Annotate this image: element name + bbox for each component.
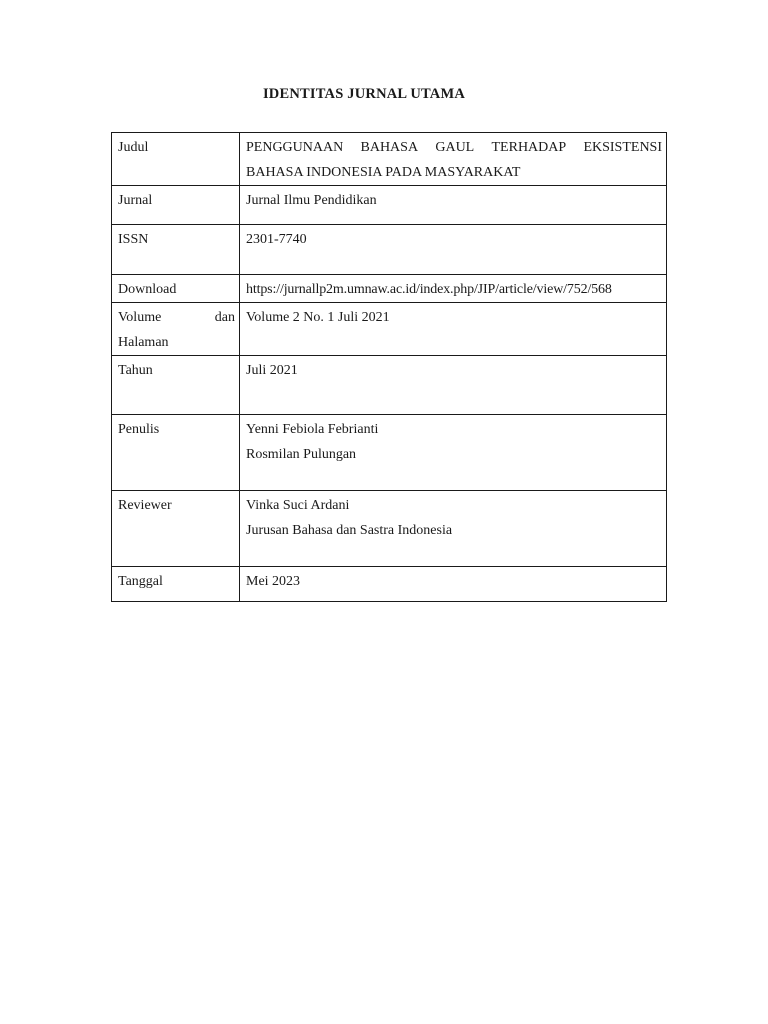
- label-volume-line1: [118, 305, 235, 330]
- value-jurnal: Jurnal Ilmu Pendidikan: [240, 186, 667, 225]
- label-penulis: Penulis: [112, 415, 240, 491]
- label-tanggal: Tanggal: [112, 567, 240, 602]
- row-penulis: [112, 415, 667, 491]
- value-tahun: Juli 2021: [240, 356, 667, 415]
- value-judul-word: EKSISTENSI: [583, 140, 662, 155]
- value-judul-word: PENGGUNAAN: [246, 140, 344, 155]
- row-download: [112, 275, 667, 303]
- value-judul-word: TERHADAP: [491, 140, 567, 155]
- value-reviewer: [240, 491, 667, 567]
- value-reviewer-2: Jurusan Bahasa dan Sastra Indonesia: [246, 523, 453, 538]
- row-reviewer: [112, 491, 667, 567]
- label-reviewer: Reviewer: [112, 491, 240, 567]
- label-download: Download: [112, 275, 240, 303]
- value-judul-line1: [246, 135, 662, 160]
- row-volume: [112, 303, 667, 356]
- label-volume-word: dan: [214, 310, 235, 325]
- value-tanggal: Mei 2023: [240, 567, 667, 602]
- value-penulis: [240, 415, 667, 491]
- label-judul: Judul: [112, 133, 240, 186]
- row-jurnal: [112, 186, 667, 225]
- value-download-link[interactable]: https://jurnallp2m.umnaw.ac.id/index.php/JIP/article/view/752/568: [240, 275, 667, 303]
- label-issn: ISSN: [112, 225, 240, 275]
- label-volume-word: Volume: [118, 310, 162, 325]
- value-issn: 2301-7740: [240, 225, 667, 275]
- value-judul-line2: BAHASA INDONESIA PADA MASYARAKAT: [246, 165, 521, 180]
- value-judul-word: BAHASA: [360, 140, 419, 155]
- value-judul-word: GAUL: [435, 140, 475, 155]
- row-tahun: [112, 356, 667, 415]
- label-jurnal: Jurnal: [112, 186, 240, 225]
- label-volume: [112, 303, 240, 356]
- page-title: IDENTITAS JURNAL UTAMA: [262, 86, 466, 102]
- value-reviewer-1: Vinka Suci Ardani: [246, 498, 350, 513]
- journal-identity-table: [111, 132, 667, 602]
- value-penulis-2: Rosmilan Pulungan: [246, 447, 357, 462]
- row-issn: [112, 225, 667, 275]
- row-judul: [112, 133, 667, 186]
- label-tahun: Tahun: [112, 356, 240, 415]
- label-volume-line2: Halaman: [118, 335, 169, 350]
- row-tanggal: [112, 567, 667, 602]
- value-judul: [240, 133, 667, 186]
- value-penulis-1: Yenni Febiola Febrianti: [246, 422, 379, 437]
- value-volume: Volume 2 No. 1 Juli 2021: [240, 303, 667, 356]
